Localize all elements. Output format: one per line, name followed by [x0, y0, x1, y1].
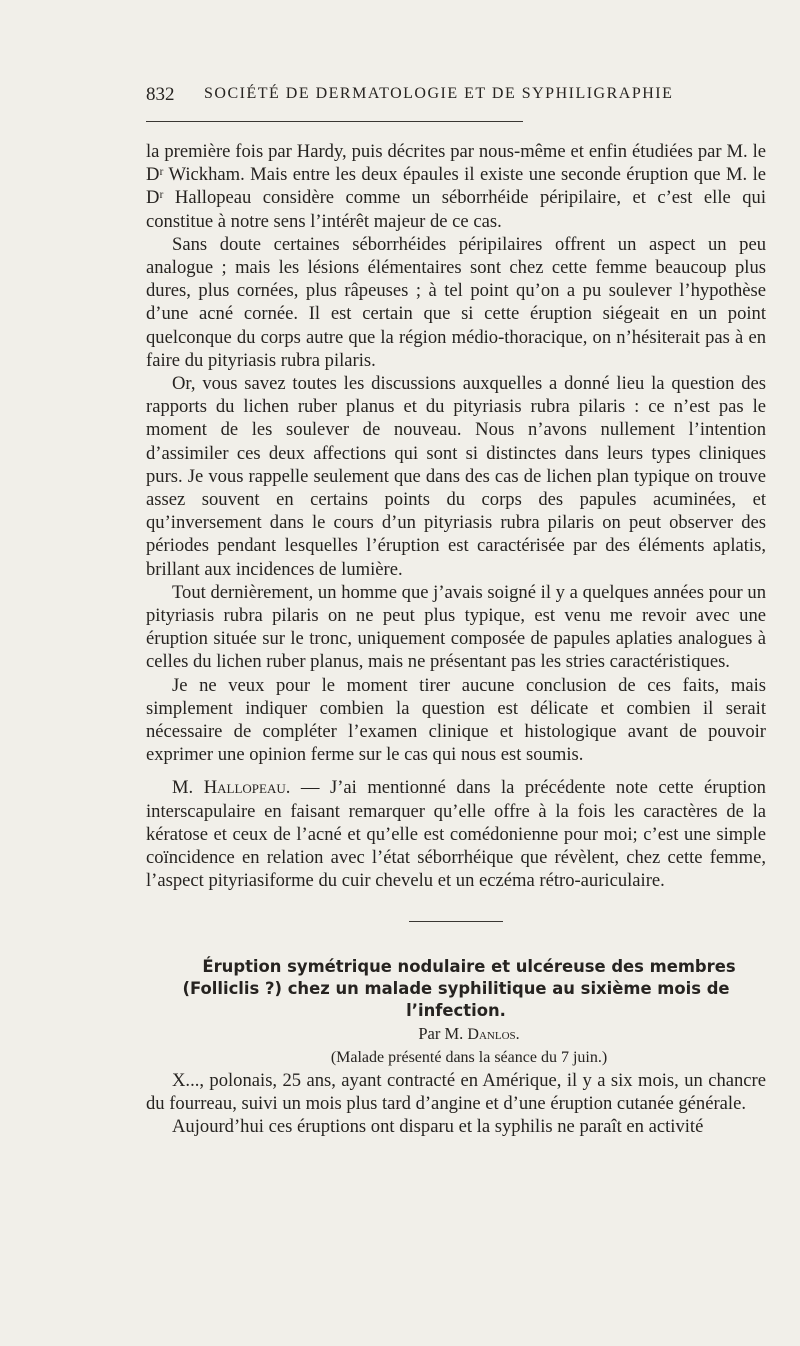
paragraph: Sans doute certaines séborrhéides péripilaires offrent un aspect un peu analogue ; mais les lésions élémentaires sont chez cette femme beaucoup plus dures, plus cornées, plus râpeuses ; à tel point qu’on a pu soulever l’hypothèse d’une acné cornée. Il est certain que si cette éruption siégeait en un point quelconque du corps autre que la région médio-thoracique, on n’hésiterait pas à en faire du pityriasis rubra pilaris.: [146, 233, 766, 371]
section-separator: [409, 921, 503, 922]
paragraph: Je ne veux pour le moment tirer aucune conclusion de ces faits, mais simplement indiquer combien la question est délicate et combien il serait nécessaire de compléter l’examen clinique et histologique avant de pouvoir exprimer une opinion ferme sur le cas qui nous est soumis.: [146, 674, 766, 766]
body-text: [146, 140, 766, 1139]
speaker-name: M. Hallopeau.: [172, 777, 291, 799]
reply-text: — J’ai mentionné dans la précédente note cette éruption interscapulaire en faisant remarquer qu’elle offre à la fois les caractères de la kératose et ceux de l’acné et qu’elle est comédonienne pour moi; c’est une simple coïncidence en relation avec l’état séborrhéique que révèlent, chez cette femme, l’aspect pityriasiforme du cuir chevelu et un eczéma rétro-auriculaire.: [146, 777, 766, 892]
paragraph: X..., polonais, 25 ans, ayant contracté en Amérique, il y a six mois, un chancre du fourreau, suivi un mois plus tard d’angine et d’une éruption cutanée générale.: [146, 1069, 766, 1115]
author-name: Danlos.: [467, 1025, 520, 1043]
page-number: 832: [146, 84, 175, 105]
paragraph: Tout dernièrement, un homme que j’avais soigné il y a quelques années pour un pityriasis rubra pilaris on ne peut plus typique, est venu me revoir avec une éruption située sur le tronc, uniquement composée de papules aplaties analogues à celles du lichen ruber planus, mais ne présentant pas les stries caractéristiques.: [146, 581, 766, 673]
running-header: [146, 84, 766, 114]
byline: [146, 1022, 766, 1046]
article-title: Éruption symétrique nodulaire et ulcéreuse des membres (Folliclis ?) chez un malade syphilitique au sixième mois de l’infection.: [182, 956, 736, 1020]
reply-paragraph: [146, 776, 766, 892]
paragraph: Aujourd’hui ces éruptions ont disparu et la syphilis ne paraît en activité: [172, 1116, 704, 1138]
paragraph: la première fois par Hardy, puis décrites par nous-même et enfin étudiées par M. le Dʳ Wickham. Mais entre les deux épaules il existe une seconde éruption que M. le Dʳ Hallopeau considère comme un séborrhéide péripilaire, et c’est elle qui constitue à notre sens l’intérêt majeur de ce cas.: [146, 141, 766, 232]
running-title: SOCIÉTÉ DE DERMATOLOGIE ET DE SYPHILIGRAPHIE: [204, 85, 674, 102]
paragraph: Or, vous savez toutes les discussions auxquelles a donné lieu la question des rapports du lichen ruber planus et du pityriasis rubra pilaris : ce n’est pas le moment de les soulever de nouveau. Nous n’avons nullement l’intention d’assimiler ces deux affections qui sont si distinctes dans leurs types cliniques purs. Je vous rappelle seulement que dans des cas de lichen plan typique on trouve assez souvent en certains points du corps des papules acuminées, et qu’inversement dans le cours d’un pityriasis rubra pilaris on peut observer des périodes pendant lesquelles l’éruption est caractérisée par des éléments aplatis, brillant aux incidences de lumière.: [146, 373, 766, 580]
session-note: (Malade présenté dans la séance du 7 juin.): [330, 1048, 608, 1066]
byline-prefix: Par M.: [418, 1023, 468, 1043]
header-rule: [146, 121, 523, 122]
